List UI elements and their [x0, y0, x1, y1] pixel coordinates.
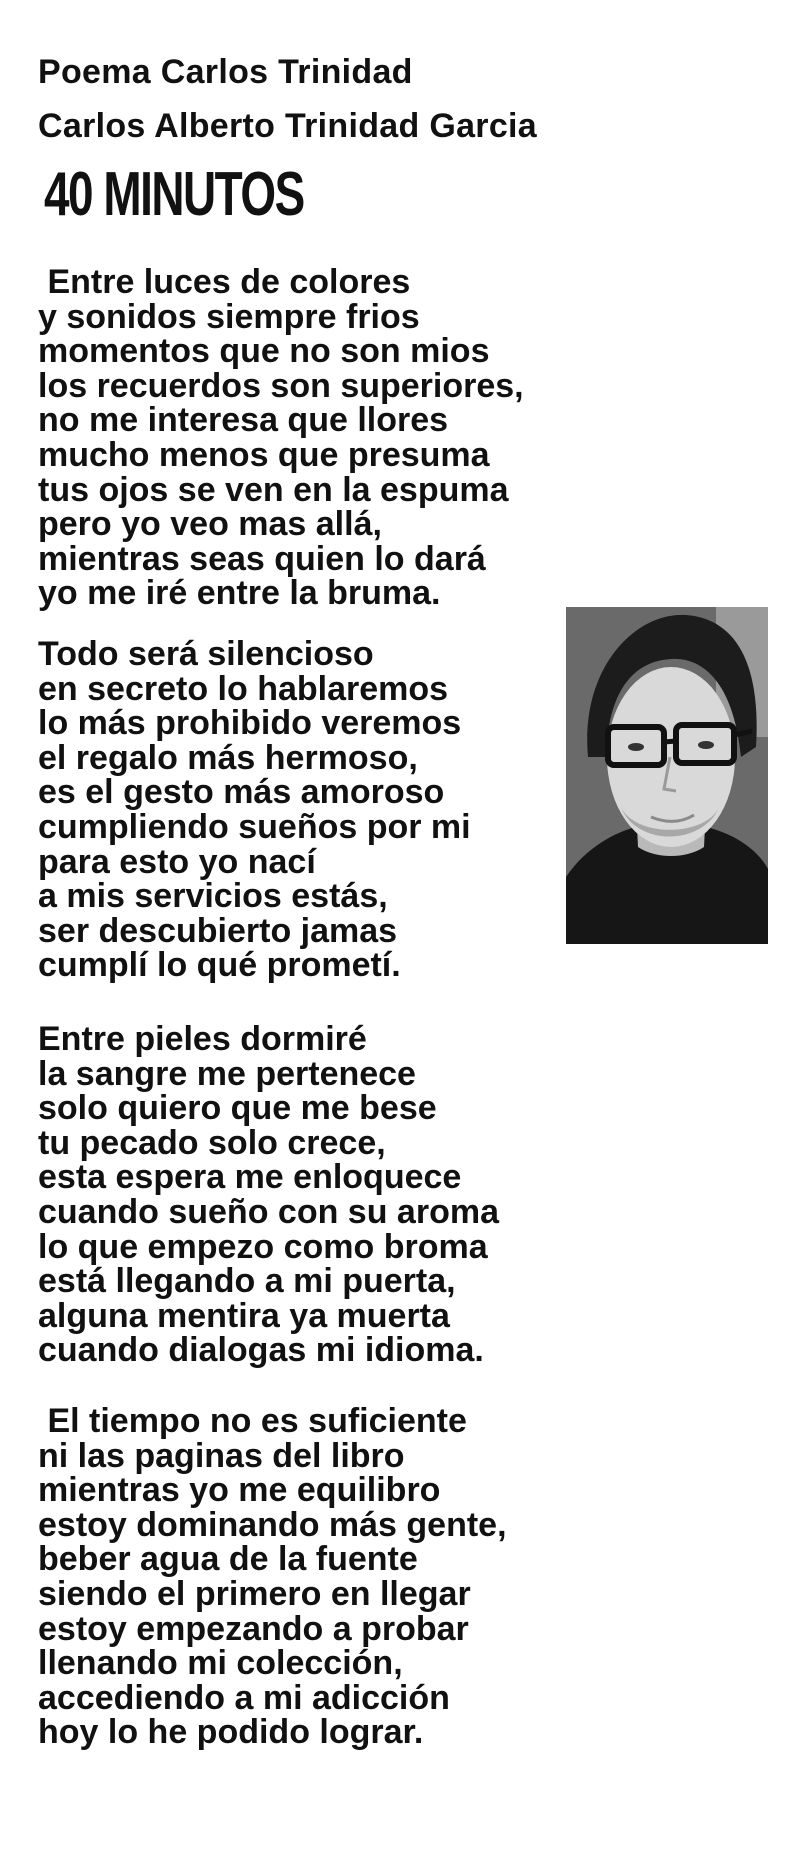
stanza-2 — [38, 637, 598, 983]
verse-line: en secreto lo hablaremos — [38, 669, 449, 708]
verse-line: El tiempo no es suficiente — [38, 1402, 467, 1440]
verse-line: ser descubierto jamas — [38, 911, 398, 950]
verse-line: cuando dialogas mi idioma. — [38, 1331, 484, 1370]
verse-line: alguna mentira ya muerta — [38, 1296, 450, 1335]
verse-line: lo que empezo como broma — [38, 1227, 488, 1266]
verse-line: estoy dominando más gente, — [38, 1505, 507, 1544]
verse-line: está llegando a mi puerta, — [38, 1262, 456, 1301]
verse-line: a mis servicios estás, — [38, 877, 388, 916]
verse-line: mucho menos que presuma — [38, 435, 490, 474]
verse-line: mientras seas quien lo dará — [38, 539, 486, 578]
verse-line: cumpliendo sueños por mi — [38, 807, 471, 846]
verse-line: cumplí lo qué prometí. — [38, 946, 401, 985]
poem-title: 40 MINUTOS — [44, 160, 304, 229]
author-portrait-illustration — [566, 607, 768, 944]
verse-line: mientras yo me equilibro — [38, 1471, 441, 1510]
verse-line: estoy empezando a probar — [38, 1609, 469, 1648]
verse-line: no me interesa que llores — [38, 401, 449, 440]
verse-line: y sonidos siempre frios — [38, 297, 420, 336]
stanza-3 — [38, 1022, 598, 1368]
verse-line: solo quiero que me bese — [38, 1089, 437, 1128]
verse-line: lo más prohibido veremos — [38, 704, 462, 743]
verse-line: beber agua de la fuente — [38, 1540, 418, 1579]
verse-line: el regalo más hermoso, — [38, 738, 418, 777]
verse-line: yo me iré entre la bruma. — [38, 574, 441, 613]
verse-line: es el gesto más amoroso — [38, 773, 445, 812]
verse-line: para esto yo nací — [38, 842, 316, 881]
verse-line: momentos que no son mios — [38, 332, 490, 371]
verse-line: Entre pieles dormiré — [38, 1020, 367, 1058]
verse-line: hoy lo he podido lograr. — [38, 1713, 424, 1752]
verse-line: accediendo a mi adicción — [38, 1678, 450, 1717]
author-portrait — [566, 607, 768, 944]
stanza-1 — [38, 265, 598, 611]
verse-line: Entre luces de colores — [38, 263, 411, 301]
verse-line: siendo el primero en llegar — [38, 1574, 471, 1613]
verse-line: Todo será silencioso — [38, 635, 374, 673]
author-name: Carlos Alberto Trinidad Garcia — [38, 107, 537, 145]
verse-line: ni las paginas del libro — [38, 1436, 405, 1475]
verse-line: cuando sueño con su aroma — [38, 1192, 499, 1231]
verse-line: la sangre me pertenece — [38, 1054, 416, 1093]
verse-line: pero yo veo mas allá, — [38, 505, 382, 544]
verse-line: esta espera me enloquece — [38, 1158, 462, 1197]
verse-line: llenando mi colección, — [38, 1644, 403, 1683]
verse-line: tu pecado solo crece, — [38, 1123, 386, 1162]
verse-line: los recuerdos son superiores, — [38, 366, 524, 405]
stanza-4 — [38, 1404, 598, 1750]
poem-header-label: Poema Carlos Trinidad — [38, 53, 413, 91]
verse-line: tus ojos se ven en la espuma — [38, 470, 509, 509]
